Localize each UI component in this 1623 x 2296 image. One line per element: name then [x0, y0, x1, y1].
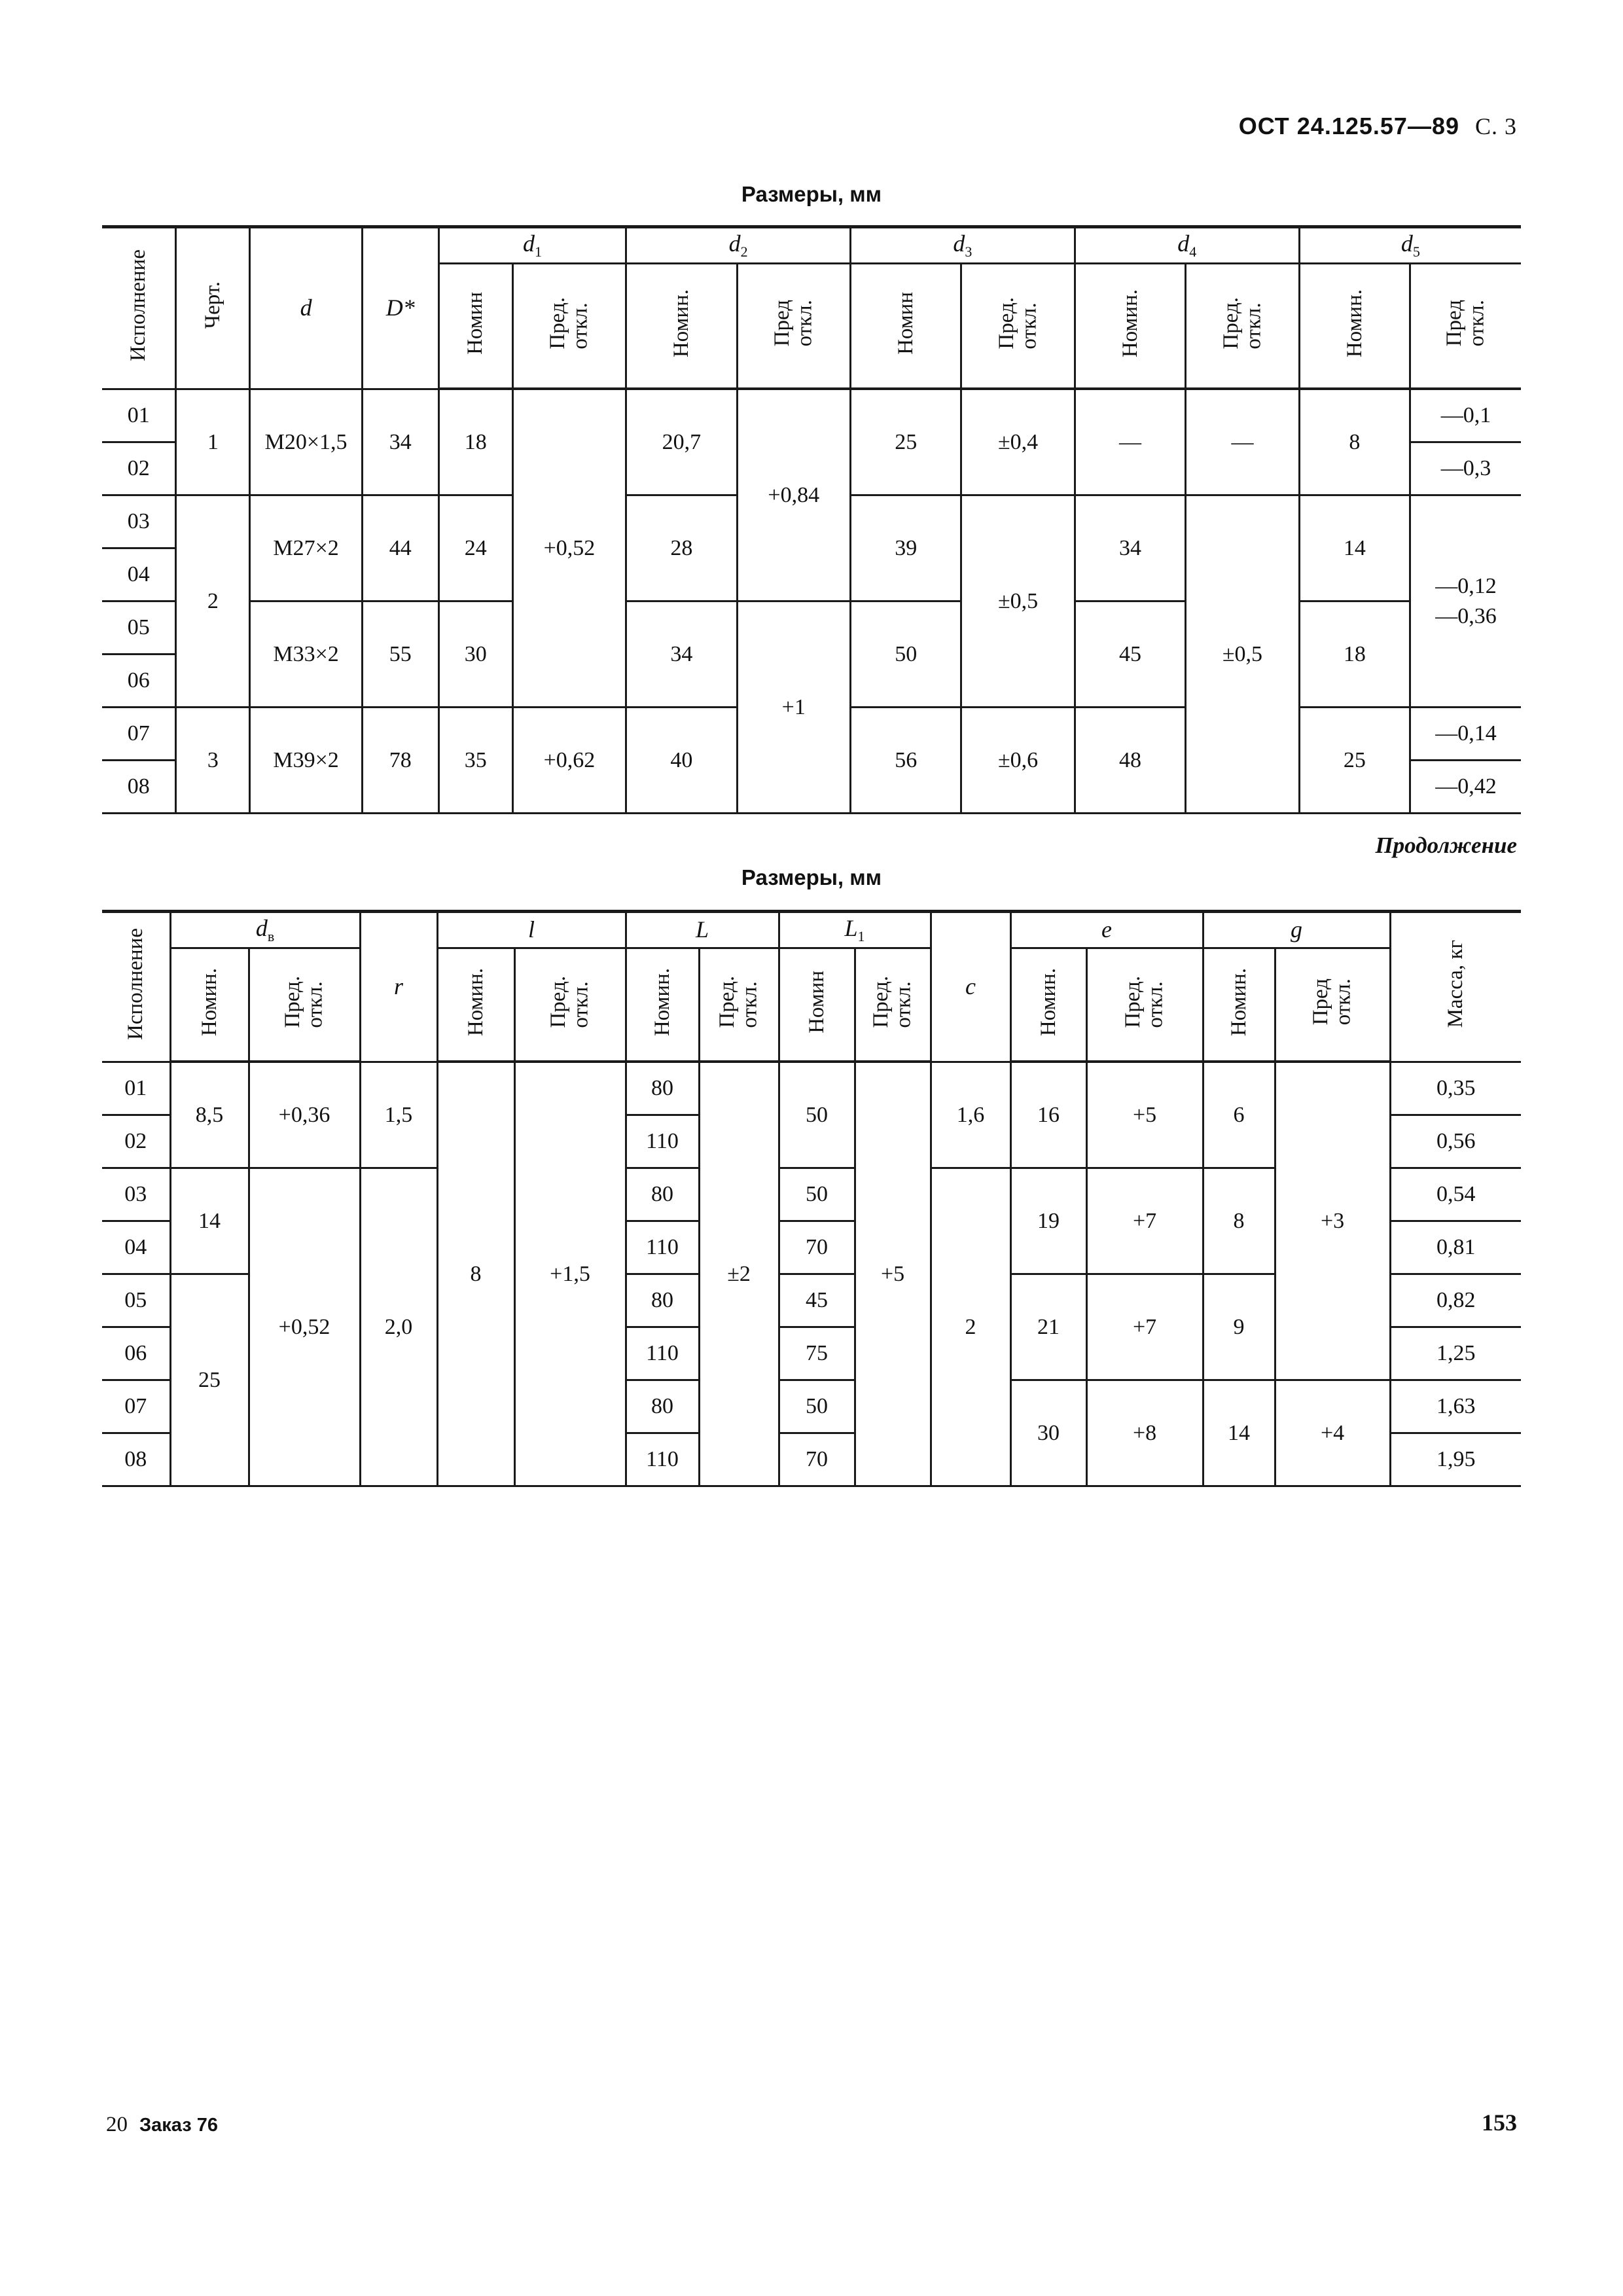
e-nom-cell: 21: [1010, 1274, 1086, 1380]
g-nom-cell: 14: [1203, 1380, 1275, 1486]
version-cell: 06: [102, 1327, 170, 1380]
header-d2-pred: Пред откл.: [737, 264, 850, 389]
header-L1: $L_1$: [779, 912, 931, 948]
header-L1-pred: Пред. откл.: [855, 948, 931, 1062]
d5-tol-cell: —0,14: [1410, 708, 1521, 761]
version-cell: 05: [102, 601, 176, 655]
header-d1: $d_1$: [438, 227, 626, 264]
g-nom-cell: 6: [1203, 1062, 1275, 1168]
chert-cell: 3: [176, 708, 250, 814]
L-nom-cell: 80: [626, 1168, 699, 1221]
order-number: Заказ 76: [139, 2115, 219, 2136]
d2-nom-cell: 40: [626, 708, 737, 814]
header-dv-nomin: Номин.: [170, 948, 249, 1062]
l-tol-cell: +1,5: [514, 1062, 626, 1486]
thread-cell: M33×2: [250, 601, 362, 708]
d3-nom-cell: 56: [850, 708, 961, 814]
table1-caption: Размеры, мм: [741, 182, 882, 206]
L1-nom-cell: 50: [779, 1380, 855, 1433]
e-nom-cell: 16: [1010, 1062, 1086, 1168]
massa-cell: 1,63: [1390, 1380, 1521, 1433]
d4-tol-cell: ±0,5: [1186, 495, 1299, 814]
header-L: L: [626, 912, 779, 948]
d3-tol-cell: ±0,4: [961, 389, 1075, 495]
d5-nom-cell: 14: [1299, 495, 1410, 601]
dimensions-table-2: [102, 910, 1521, 1487]
L-nom-cell: 110: [626, 1433, 699, 1486]
d5-tol-cell: —0,42: [1410, 761, 1521, 814]
L-nom-cell: 110: [626, 1327, 699, 1380]
massa-cell: 1,25: [1390, 1327, 1521, 1380]
header-l-pred: Пред. откл.: [514, 948, 626, 1062]
L1-nom-cell: 70: [779, 1433, 855, 1486]
L-nom-cell: 110: [626, 1115, 699, 1168]
header-d5-pred: Пред откл.: [1410, 264, 1521, 389]
version-cell: 08: [102, 1433, 170, 1486]
header-d: d: [250, 227, 362, 389]
massa-cell: 0,56: [1390, 1115, 1521, 1168]
D-cell: 55: [362, 601, 438, 708]
d3-tol-cell: ±0,6: [961, 708, 1075, 814]
L-nom-cell: 110: [626, 1221, 699, 1274]
header-D: D*: [362, 227, 438, 389]
e-tol-cell: +7: [1086, 1168, 1203, 1274]
d5-tol-cell: —0,1: [1410, 389, 1521, 442]
chert-cell: 2: [176, 495, 250, 708]
header-L1-nomin: Номин: [779, 948, 855, 1062]
L1-nom-cell: 75: [779, 1327, 855, 1380]
page-reference: С. 3: [1474, 113, 1517, 139]
header-g: g: [1203, 912, 1390, 948]
d3-nom-cell: 50: [850, 601, 961, 708]
d1-nom-cell: 24: [438, 495, 512, 601]
d2-nom-cell: 20,7: [626, 389, 737, 495]
L1-nom-cell: 70: [779, 1221, 855, 1274]
header-d5: $d_5$: [1299, 227, 1521, 264]
L1-nom-cell: 45: [779, 1274, 855, 1327]
version-cell: 04: [102, 1221, 170, 1274]
d5-nom-cell: 25: [1299, 708, 1410, 814]
header-d3: $d_3$: [850, 227, 1075, 264]
sheet-number: 20: [106, 2113, 128, 2136]
header-d1-pred: Пред. откл.: [512, 264, 626, 389]
D-cell: 44: [362, 495, 438, 601]
header-L-pred: Пред. откл.: [699, 948, 779, 1062]
dv-nom-cell: 14: [170, 1168, 249, 1274]
header-ispolnenie: Исполнение: [102, 912, 170, 1062]
e-tol-cell: +7: [1086, 1274, 1203, 1380]
g-nom-cell: 8: [1203, 1168, 1275, 1274]
running-header: [1239, 113, 1517, 140]
standard-number: ОСТ 24.125.57—89: [1238, 113, 1459, 139]
version-cell: 07: [102, 1380, 170, 1433]
d4-nom-cell: 34: [1075, 495, 1185, 601]
header-l: l: [437, 912, 626, 948]
header-g-nomin: Номин.: [1203, 948, 1275, 1062]
d2-nom-cell: 28: [626, 495, 737, 601]
thread-cell: M27×2: [250, 495, 362, 601]
version-cell: 02: [102, 1115, 170, 1168]
header-d3-nomin: Номин: [850, 264, 961, 389]
d1-nom-cell: 18: [438, 389, 512, 495]
version-cell: 03: [102, 1168, 170, 1221]
page-number: 153: [1482, 2109, 1517, 2136]
dv-nom-cell: 25: [170, 1274, 249, 1486]
table2-caption: Размеры, мм: [741, 865, 882, 889]
d3-nom-cell: 25: [850, 389, 961, 495]
version-cell: 01: [102, 389, 176, 442]
D-cell: 34: [362, 389, 438, 495]
d4-nom-cell: 48: [1075, 708, 1185, 814]
d1-tol-cell: +0,62: [512, 708, 626, 814]
L1-nom-cell: 50: [779, 1168, 855, 1221]
massa-cell: 0,35: [1390, 1062, 1521, 1115]
header-e-nomin: Номин.: [1010, 948, 1086, 1062]
header-d2-nomin: Номин.: [626, 264, 737, 389]
version-cell: 05: [102, 1274, 170, 1327]
e-nom-cell: 30: [1010, 1380, 1086, 1486]
header-d2: $d_2$: [626, 227, 851, 264]
header-d4-nomin: Номин.: [1075, 264, 1185, 389]
version-cell: 06: [102, 655, 176, 708]
header-l-nomin: Номин.: [437, 948, 514, 1062]
d5-nom-cell: 8: [1299, 389, 1410, 495]
d4-nom-cell: —: [1075, 389, 1185, 495]
header-r: r: [360, 912, 437, 1062]
header-L-nomin: Номин.: [626, 948, 699, 1062]
thread-cell: M39×2: [250, 708, 362, 814]
version-cell: 04: [102, 548, 176, 601]
d2-nom-cell: 34: [626, 601, 737, 708]
L-nom-cell: 80: [626, 1380, 699, 1433]
d1-nom-cell: 30: [438, 601, 512, 708]
continuation-label: Продолжение: [1375, 833, 1517, 858]
g-nom-cell: 9: [1203, 1274, 1275, 1380]
header-c: c: [931, 912, 1010, 1062]
massa-cell: 0,82: [1390, 1274, 1521, 1327]
version-cell: 07: [102, 708, 176, 761]
e-tol-cell: +5: [1086, 1062, 1203, 1168]
version-cell: 02: [102, 442, 176, 495]
version-cell: 08: [102, 761, 176, 814]
header-chert: Черт.: [176, 227, 250, 389]
header-e: e: [1010, 912, 1203, 948]
version-cell: 03: [102, 495, 176, 548]
d5-tol-cell: —0,12 —0,36: [1410, 495, 1521, 708]
d3-nom-cell: 39: [850, 495, 961, 601]
header-ispolnenie: Исполнение: [102, 227, 176, 389]
e-tol-cell: +8: [1086, 1380, 1203, 1486]
d1-nom-cell: 35: [438, 708, 512, 814]
dv-tol-cell: +0,52: [249, 1168, 360, 1486]
g-tol-cell: +3: [1275, 1062, 1390, 1380]
footer-order: [106, 2113, 218, 2137]
r-cell: 1,5: [360, 1062, 437, 1168]
d2-tol-cell: +1: [737, 601, 850, 814]
dimensions-table-1: [102, 225, 1521, 814]
dv-nom-cell: 8,5: [170, 1062, 249, 1168]
header-dv: $d_в$: [170, 912, 360, 948]
e-nom-cell: 19: [1010, 1168, 1086, 1274]
L1-nom-cell: 50: [779, 1062, 855, 1168]
d4-tol-cell: —: [1186, 389, 1299, 495]
header-d4: $d_4$: [1075, 227, 1299, 264]
header-d4-pred: Пред. откл.: [1186, 264, 1299, 389]
header-d5-nomin: Номин.: [1299, 264, 1410, 389]
dv-tol-cell: +0,36: [249, 1062, 360, 1168]
header-g-pred: Пред откл.: [1275, 948, 1390, 1062]
massa-cell: 0,81: [1390, 1221, 1521, 1274]
c-cell: 2: [931, 1168, 1010, 1486]
header-massa: Масса, кг: [1390, 912, 1521, 1062]
chert-cell: 1: [176, 389, 250, 495]
version-cell: 01: [102, 1062, 170, 1115]
header-d3-pred: Пред. откл.: [961, 264, 1075, 389]
massa-cell: 0,54: [1390, 1168, 1521, 1221]
r-cell: 2,0: [360, 1168, 437, 1486]
d5-tol-cell: —0,3: [1410, 442, 1521, 495]
c-cell: 1,6: [931, 1062, 1010, 1168]
d3-tol-cell: ±0,5: [961, 495, 1075, 708]
thread-cell: M20×1,5: [250, 389, 362, 495]
L-nom-cell: 80: [626, 1062, 699, 1115]
L-nom-cell: 80: [626, 1274, 699, 1327]
header-d1-nomin: Номин: [438, 264, 512, 389]
g-tol-cell: +4: [1275, 1380, 1390, 1486]
massa-cell: 1,95: [1390, 1433, 1521, 1486]
d2-tol-cell: +0,84: [737, 389, 850, 601]
header-dv-pred: Пред. откл.: [249, 948, 360, 1062]
header-e-pred: Пред. откл.: [1086, 948, 1203, 1062]
L1-tol-cell: +5: [855, 1062, 931, 1486]
l-nom-cell: 8: [437, 1062, 514, 1486]
d5-nom-cell: 18: [1299, 601, 1410, 708]
d1-tol-cell: +0,52: [512, 389, 626, 708]
L-tol-cell: ±2: [699, 1062, 779, 1486]
d4-nom-cell: 45: [1075, 601, 1185, 708]
D-cell: 78: [362, 708, 438, 814]
